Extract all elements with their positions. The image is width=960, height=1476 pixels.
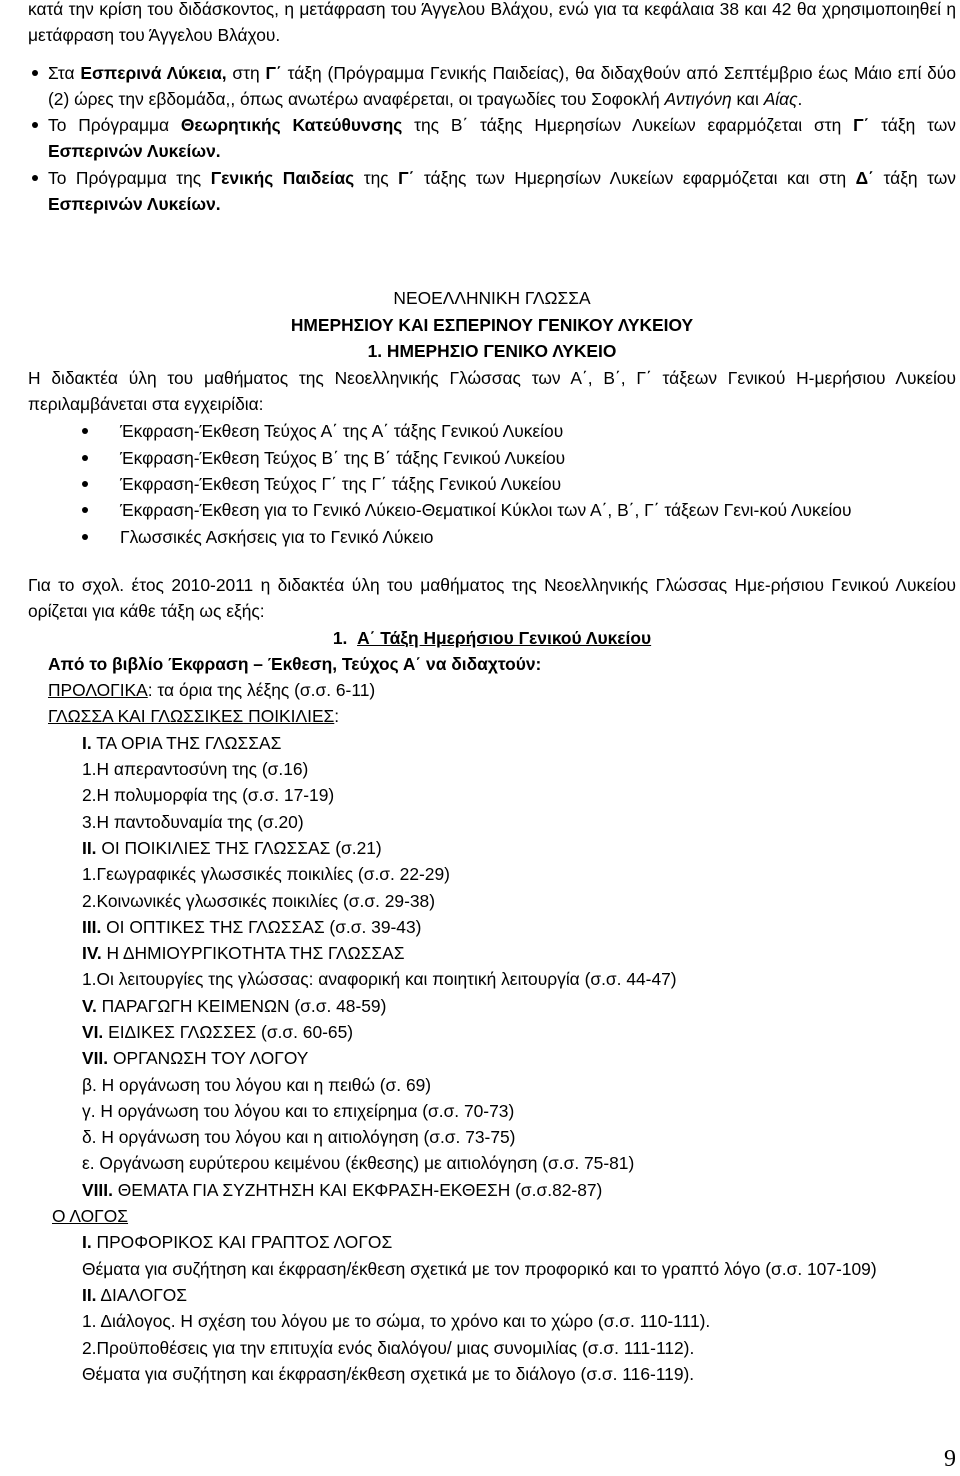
school-year-text: Για το σχολ. έτος 2010-2011 η διδακτέα ύλη του μαθήματος της Νεοελληνικής Γλώσσας Ημε-ρήσιου Γενικού Λυκείου ορίζεται για κάθε τάξη ως εξής: [28, 574, 956, 622]
outline-text: β. Η οργάνωση του λόγου και η πειθώ (σ. 69) [82, 1074, 432, 1095]
outline-number: VII. [82, 1048, 109, 1069]
subject-heading: ΝΕΟΕΛΛΗΝΙΚΗ ΓΛΩΣΣΑ [393, 288, 591, 309]
outline-text: 3.Η παντοδυναμία της (σ.20) [82, 811, 304, 832]
outline-item [28, 1335, 956, 1361]
textbook-item: Έκφραση-Έκθεση Τεύχος Β΄ της Β΄ τάξης Γενικού Λυκείου [28, 445, 956, 471]
outline-item [28, 835, 956, 861]
outline-item [28, 1308, 956, 1334]
book-heading: Από το βιβλίο Έκφραση – Έκθεση, Τεύχος Α΄ να διδαχτούν: [48, 653, 542, 674]
bullet-list [28, 60, 956, 218]
outline-text: ΟΙ ΟΠΤΙΚΕΣ ΤΗΣ ΓΛΩΣΣΑΣ (σ.σ. 39-43) [101, 916, 422, 937]
bullet-item: Στα Εσπερινά Λύκεια, στη Γ΄ τάξη (Πρόγραμμα Γενικής Παιδείας), θα διδαχθούν από Σεπτέμβριο έως Μάιο επί δύο (2) ώρες την εβδομάδα,, όπως ανωτέρω αναφέρεται, οι τραγωδίες του Σοφοκλή Αντιγόνη και Αίας. [28, 60, 956, 113]
outline-text: Θέματα για συζήτηση και έκφραση/έκθεση σχετικά με τον προφορικό και το γραπτό λόγο (σ.σ. 107-109) [82, 1258, 877, 1279]
outline-text: 1.Γεωγραφικές γλωσσικές ποικιλίες (σ.σ. 22-29) [82, 864, 450, 885]
outline-text: ΘΕΜΑΤΑ ΓΙΑ ΣΥΖΗΤΗΣΗ ΚΑΙ ΕΚΦΡΑΣΗ-ΕΚΘΕΣΗ (σ.σ.82-87) [112, 1179, 603, 1200]
outline-item [28, 914, 956, 940]
school-heading: ΗΜΕΡΗΣΙΟΥ ΚΑΙ ΕΣΠΕΡΙΝΟΥ ΓΕΝΙΚΟΥ ΛΥΚΕΙΟΥ [290, 314, 694, 335]
outline-item [28, 1256, 956, 1282]
section-heading: 1. ΗΜΕΡΗΣΙΟ ΓΕΝΙΚΟ ΛΥΚΕΙΟ [367, 341, 617, 362]
outline-list [28, 730, 956, 1203]
textbook-item: Έκφραση-Έκθεση για το Γενικό Λύκειο-Θεματικοί Κύκλοι των Α΄, Β΄, Γ΄ τάξεων Γενι-κού Λυκείου [28, 497, 956, 523]
outline-item [28, 1019, 956, 1045]
material-intro: Η διδακτέα ύλη του μαθήματος της Νεοελληνικής Γλώσσας των Α΄, Β΄, Γ΄ τάξεων Γενικού Η-μερήσιου Λυκείου περιλαμβάνεται στα εγχειρίδια: [28, 367, 956, 415]
outline-number: V. [82, 995, 97, 1016]
outline-text: ΤΑ ΟΡΙΑ ΤΗΣ ΓΛΩΣΣΑΣ [91, 732, 282, 753]
outline-text: 2.Κοινωνικές γλωσσικές ποικιλίες (σ.σ. 29-38) [82, 890, 436, 911]
logos-list [28, 1229, 956, 1387]
bullet-item: Το Πρόγραμμα Θεωρητικής Κατεύθυνσης της Β΄ τάξης Ημερησίων Λυκείων εφαρμόζεται στη Γ΄ τάξη των Εσπερινών Λυκείων. [28, 112, 956, 165]
outline-number: ΙΙ. [82, 837, 97, 858]
outline-text: ΠΑΡΑΓΩΓΗ ΚΕΙΜΕΝΩΝ (σ.σ. 48-59) [96, 995, 387, 1016]
document-page [28, 0, 956, 1387]
outline-text: ΕΙΔΙΚΕΣ ΓΛΩΣΣΕΣ (σ.σ. 60-65) [103, 1022, 354, 1042]
outline-item [28, 888, 956, 914]
outline-item [28, 940, 956, 966]
textbook-list [28, 418, 956, 549]
outline-text: 2.Προϋποθέσεις για την επιτυχία ενός διαλόγου/ μιας συνομιλίας (σ.σ. 111-112). [82, 1337, 695, 1358]
outline-item [28, 756, 956, 782]
textbook-item: Έκφραση-Έκθεση Τεύχος Γ΄ της Γ΄ τάξης Γενικού Λυκείου [28, 471, 956, 497]
outline-number: VIII. [82, 1179, 113, 1200]
outline-number: Ι. [82, 1232, 92, 1253]
outline-text: γ. Η οργάνωση του λόγου και το επιχείρημα (σ.σ. 70-73) [82, 1100, 515, 1121]
outline-text: ΟΙ ΠΟΙΚΙΛΙΕΣ ΤΗΣ ΓΛΩΣΣΑΣ (σ.21) [96, 837, 382, 858]
outline-item [28, 1098, 956, 1124]
outline-item [28, 1045, 956, 1071]
prologue-line: ΠΡΟΛΟΓΙΚΑ: τα όρια της λέξης (σ.σ. 6-11) [48, 680, 376, 701]
outline-text: ΔΙΑΛΟΓΟΣ [96, 1284, 188, 1305]
outline-item [28, 809, 956, 835]
intro-text: κατά την κρίση του διδάσκοντος, η μετάφραση του Άγγελου Βλάχου, ενώ για τα κεφάλαια 38 και 42 θα χρησιμοποιηθεί η μετάφραση του Άγγελου Βλάχου. [28, 0, 956, 46]
outline-item [28, 1150, 956, 1176]
outline-text: 1. Διάλογος. Η σχέση του λόγου με το σώμα, το χρόνο και το χώρο (σ.σ. 110-111). [82, 1311, 711, 1332]
outline-text: 2.Η πολυμορφία της (σ.σ. 17-19) [82, 785, 335, 806]
outline-number: Ι. [82, 732, 92, 753]
textbook-item: Γλωσσικές Ασκήσεις για το Γενικό Λύκειο [28, 524, 956, 550]
class-a-content [28, 651, 956, 730]
outline-text: ε. Οργάνωση ευρύτερου κειμένου (έκθεσης) με αιτιολόγηση (σ.σ. 75-81) [82, 1153, 635, 1174]
textbook-item: Έκφραση-Έκθεση Τεύχος Α΄ της Α΄ τάξης Γενικού Λυκείου [28, 418, 956, 444]
language-section-label: ΓΛΩΣΣΑ ΚΑΙ ΓΛΩΣΣΙΚΕΣ ΠΟΙΚΙΛΙΕΣ: [48, 706, 340, 727]
outline-text: 1.Οι λειτουργίες της γλώσσας: αναφορική και ποιητική λειτουργία (σ.σ. 44-47) [82, 969, 677, 990]
logos-label: Ο ΛΟΓΟΣ [52, 1206, 129, 1227]
outline-text: Η ΔΗΜΙΟΥΡΓΙΚΟΤΗΤΑ ΤΗΣ ΓΛΩΣΣΑΣ [101, 943, 405, 964]
outline-number: ΙV. [82, 943, 102, 964]
outline-number: ΙΙΙ. [82, 916, 102, 937]
outline-text: δ. Η οργάνωση του λόγου και η αιτιολόγηση (σ.σ. 73-75) [82, 1127, 516, 1148]
outline-item [28, 1282, 956, 1308]
outline-text: Θέματα για συζήτηση και έκφραση/έκθεση σχετικά με το διάλογο (σ.σ. 116-119). [82, 1363, 695, 1384]
outline-item [28, 1361, 956, 1387]
outline-item [28, 966, 956, 992]
outline-item [28, 1229, 956, 1255]
outline-item [28, 1072, 956, 1098]
outline-number: VI. [82, 1022, 104, 1042]
outline-item [28, 730, 956, 756]
page-number: 9 [944, 1445, 956, 1472]
outline-item [28, 782, 956, 808]
outline-item [28, 861, 956, 887]
outline-number: ΙΙ. [82, 1284, 97, 1305]
outline-item [28, 1177, 956, 1203]
section-headings [28, 285, 956, 365]
class-a-title: 1. Α΄ Τάξη Ημερήσιου Γενικού Λυκείου [332, 627, 652, 648]
outline-text: ΟΡΓΑΝΩΣΗ ΤΟΥ ΛΟΓΟΥ [108, 1048, 309, 1069]
outline-text: ΠΡΟΦΟΡΙΚΟΣ ΚΑΙ ΓΡΑΠΤΟΣ ΛΟΓΟΣ [91, 1232, 393, 1253]
outline-text: 1.Η απεραντοσύνη της (σ.16) [82, 759, 309, 780]
bullet-item: Το Πρόγραμμα της Γενικής Παιδείας της Γ΄ τάξης των Ημερησίων Λυκείων εφαρμόζεται και στη Δ΄ τάξη των Εσπερινών Λυκείων. [28, 165, 956, 218]
outline-item [28, 1124, 956, 1150]
outline-item [28, 993, 956, 1019]
